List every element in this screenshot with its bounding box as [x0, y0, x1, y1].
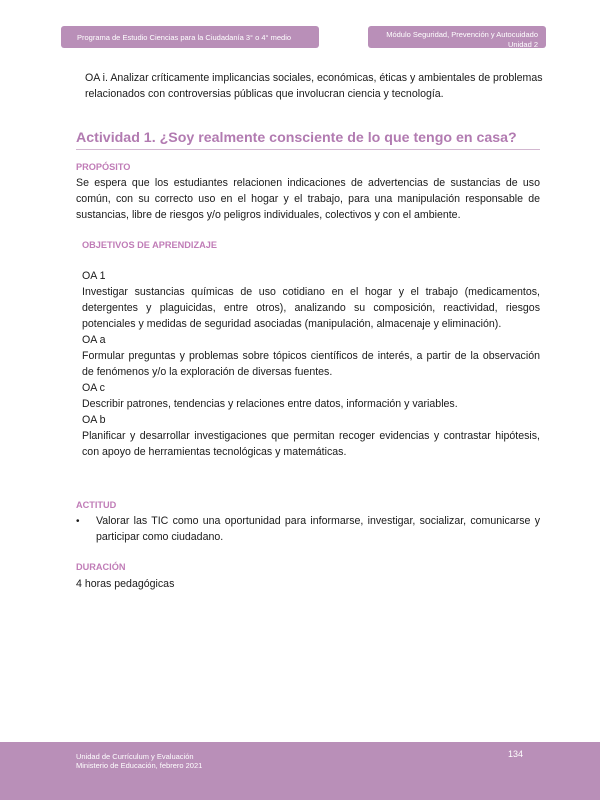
oa-code: OA c [82, 382, 105, 394]
intro-line-2: relacionados con controversias públicas que involucran ciencia y tecnología. [85, 88, 444, 100]
footer-ministry: Ministerio de Educación, febrero 2021 [76, 761, 203, 770]
objetivos-heading: OBJETIVOS DE APRENDIZAJE [82, 240, 217, 250]
page-number: 134 [508, 749, 524, 759]
header-module-tab [368, 26, 546, 48]
footer-band [0, 742, 600, 800]
actitud-heading: ACTITUD [76, 500, 117, 510]
oa-code: OA a [82, 334, 106, 346]
oa-code: OA 1 [82, 270, 106, 282]
footer-unit: Unidad de Currículum y Evaluación [76, 752, 194, 761]
header-program-title: Programa de Estudio Ciencias para la Ciudadanía 3° o 4° medio [77, 33, 292, 42]
proposito-text: Se espera que los estudiantes relacionen indicaciones de advertencias de sustancias de uso común, con su correcto uso en el hogar y el trabajo, para una manipulación responsable de sustancias, libre de riesgos y/o peligros individuales, colectivos y con el ambiente. [76, 177, 540, 221]
oa-text: Investigar sustancias químicas de uso cotidiano en el hogar y el trabajo (medicamentos, detergentes y plaguicidas, entre otros), analizando su composición, reactividad, riesgos potenciales y medidas de seguridad asociadas (manipulación, almacenaje y eliminación). [82, 286, 540, 330]
actitud-text: Valorar las TIC como una oportunidad para informarse, investigar, socializar, comunicarse y participar como ciudadano. [96, 515, 540, 543]
title-divider [76, 149, 540, 150]
bullet-marker: • [76, 516, 80, 527]
proposito-heading: PROPÓSITO [76, 162, 131, 172]
oa-code: OA b [82, 414, 106, 426]
duracion-text: 4 horas pedagógicas [76, 578, 175, 590]
intro-line-1: OA i. Analizar críticamente implicancias sociales, económicas, éticas y ambientales de problemas [85, 72, 543, 84]
intro-oa-i [85, 70, 543, 102]
header-program-tab [61, 26, 319, 48]
oa-text: Describir patrones, tendencias y relaciones entre datos, información y variables. [82, 398, 458, 410]
activity-title: Actividad 1. ¿Soy realmente consciente de lo que tengo en casa? [76, 130, 517, 146]
objetivos-list [82, 268, 540, 460]
oa-text: Formular preguntas y problemas sobre tópicos científicos de interés, a partir de la observación de fenómenos y/o la exploración de diversas fuentes. [82, 350, 540, 378]
oa-text: Planificar y desarrollar investigaciones que permitan recoger evidencias y contrastar hipótesis, con apoyo de herramientas tecnológicas y matemáticas. [82, 430, 540, 458]
duracion-heading: DURACIÓN [76, 562, 126, 572]
header-module-title: Módulo Seguridad, Prevención y Autocuidado [386, 30, 538, 39]
header-unit-label: Unidad 2 [507, 40, 538, 49]
